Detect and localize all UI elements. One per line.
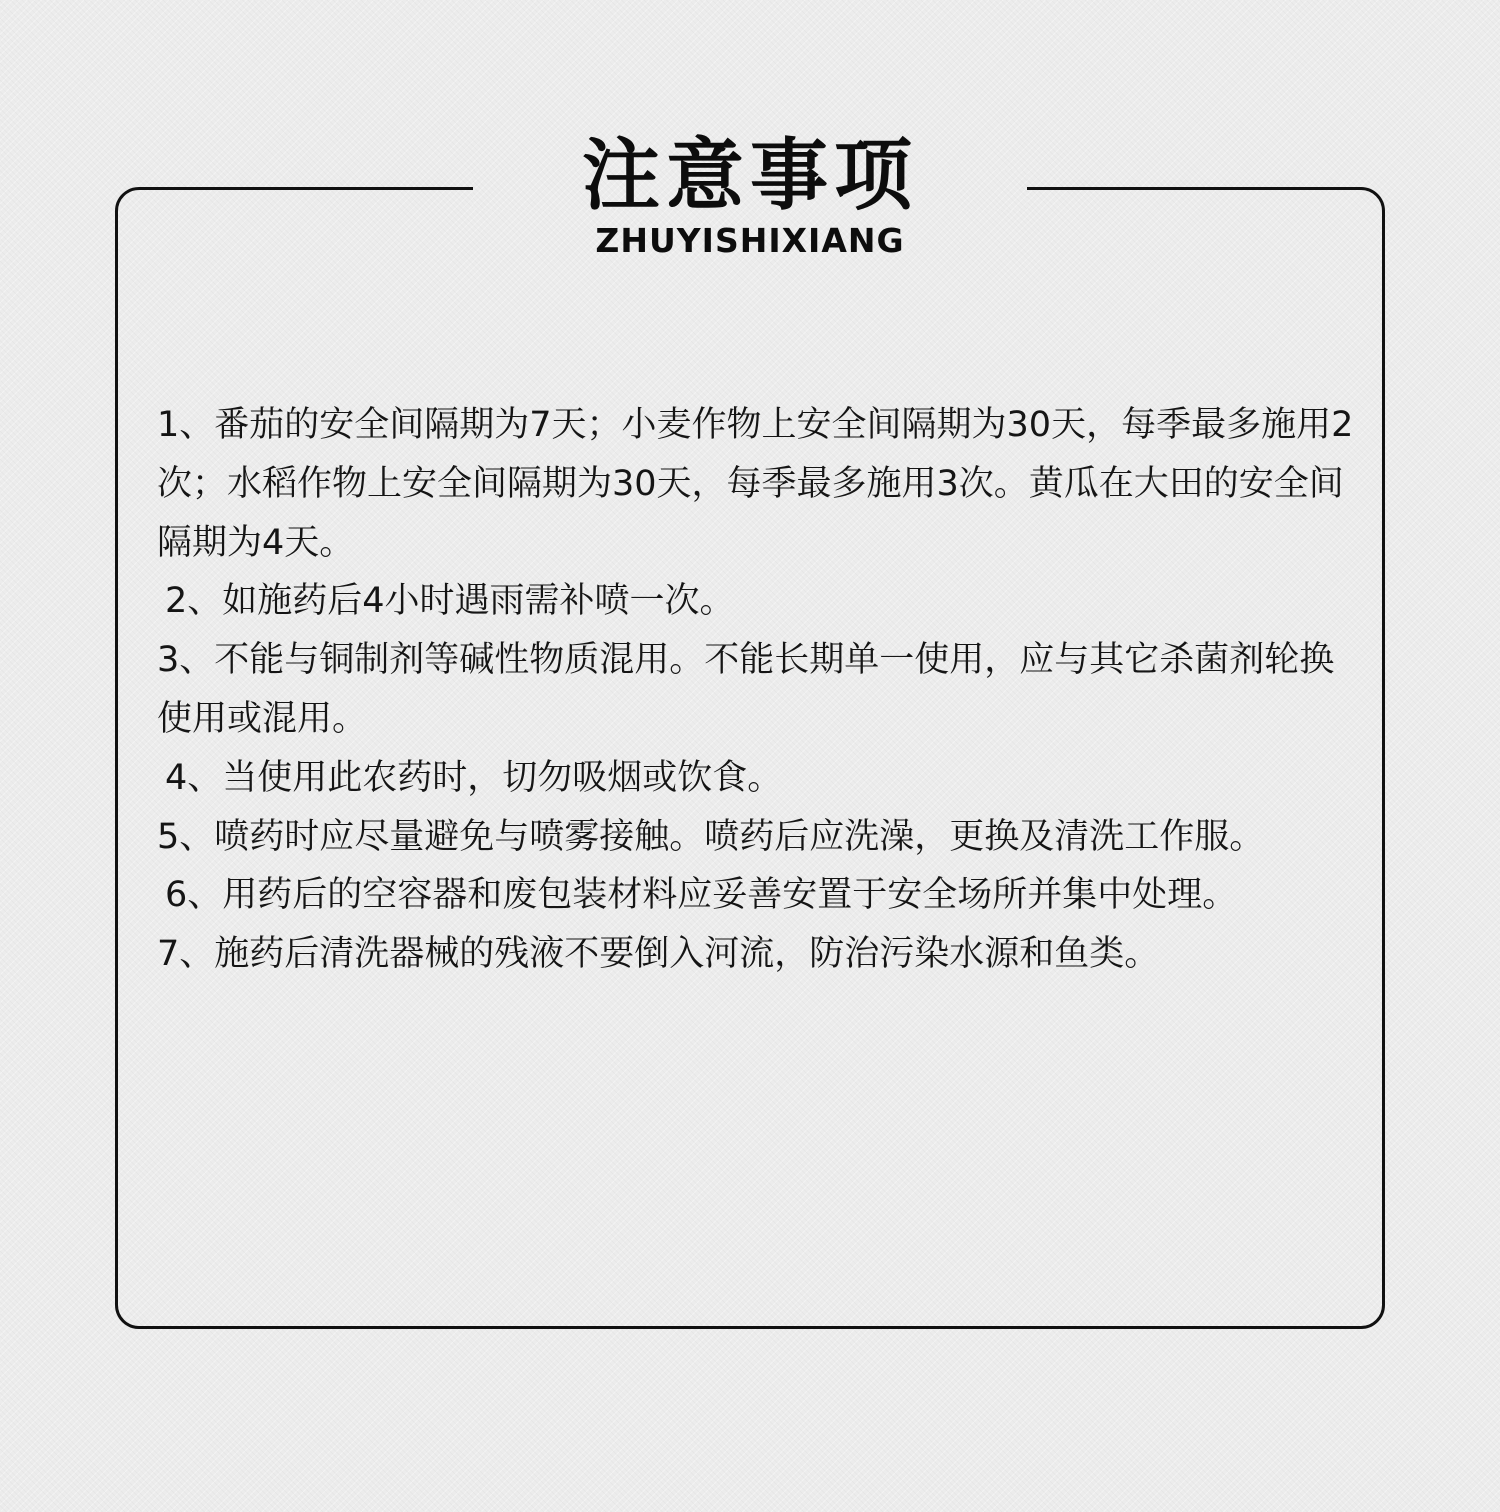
note-item-6: 6、用药后的空容器和废包装材料应妥善安置于安全场所并集中处理。 (165, 875, 1238, 916)
notes-list (157, 396, 1357, 984)
note-item-7: 7、施药后清洗器械的残液不要倒入河流，防治污染水源和鱼类。 (157, 934, 1160, 975)
note-item-2: 2、如施药后4小时遇雨需补喷一次。 (165, 581, 735, 622)
note-item-5: 5、喷药时应尽量避免与喷雾接触。喷药后应洗澡，更换及清洗工作服。 (157, 816, 1265, 857)
note-item-1: 1、番茄的安全间隔期为7天；小麦作物上安全间隔期为30天，每季最多施用2次；水稻作物上安全间隔期为30天，每季最多施用3次。黄瓜在大田的安全间隔期为4天。 (157, 405, 1354, 563)
page-subtitle: ZHUYISHIXIANG (595, 221, 905, 260)
note-item-4: 4、当使用此农药时，切勿吸烟或饮食。 (165, 757, 783, 798)
page-title: 注意事项 (581, 131, 918, 221)
note-item-3: 3、不能与铜制剂等碱性物质混用。不能长期单一使用，应与其它杀菌剂轮换使用或混用。 (157, 640, 1335, 739)
